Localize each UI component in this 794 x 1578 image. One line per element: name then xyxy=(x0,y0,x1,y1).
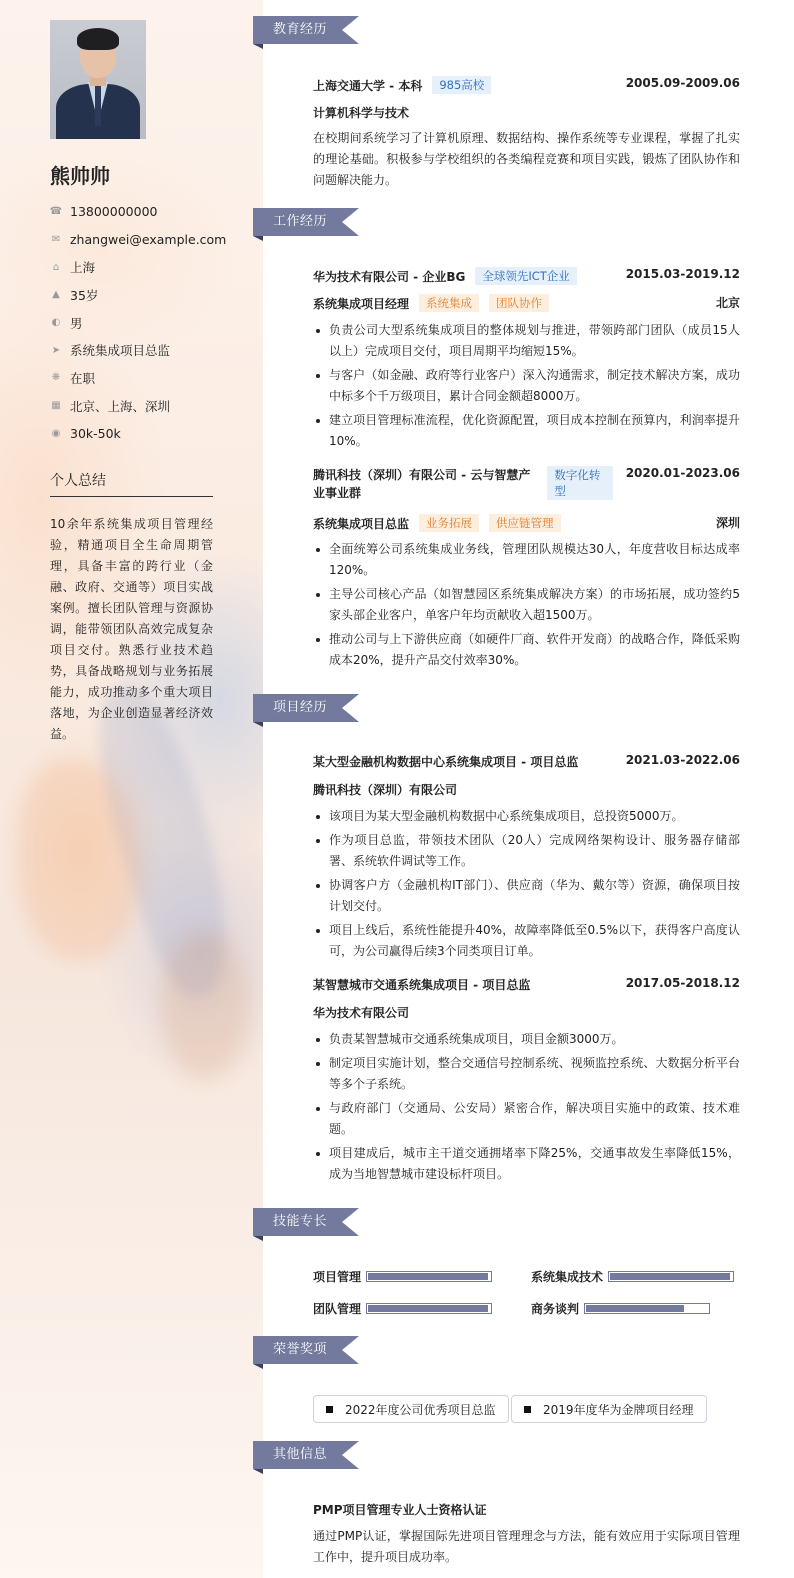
work-city: 深圳 xyxy=(715,516,740,530)
work-role-row xyxy=(313,294,740,312)
section-header-other: 其他信息 xyxy=(253,1441,359,1469)
list-item: 全面统筹公司系统集成业务线，管理团队规模达30人，年度营收目标达成率120%。 xyxy=(313,539,740,581)
list-item: 项目建成后，城市主干道交通拥堵率下降25%，交通事故发生率降低15%，成为当地智慧城市建设标杆项目。 xyxy=(313,1143,740,1185)
list-item: 该项目为某大型金融机构数据中心系统集成项目，总投资5000万。 xyxy=(313,806,740,827)
project-bullets xyxy=(313,806,740,965)
list-item: 建立项目管理标准流程，优化资源配置，项目成本控制在预算内，利润率提升10%。 xyxy=(313,410,740,452)
project-entry-header xyxy=(313,976,740,993)
skill-item: 项目管理 xyxy=(313,1268,492,1285)
cake-icon: ▲ xyxy=(52,289,60,301)
skill-item: 系统集成技术 xyxy=(531,1268,734,1285)
skill-bar xyxy=(366,1303,492,1314)
email-icon: ✉ xyxy=(51,234,61,246)
watercolor-decoration xyxy=(160,930,250,1080)
info-gender: ◐ 男 xyxy=(51,315,83,331)
award-item: 2022年度公司优秀项目总监 xyxy=(313,1395,509,1423)
role-tag: 供应链管理 xyxy=(489,514,561,532)
home-icon: ⌂ xyxy=(52,261,60,273)
main-content xyxy=(263,0,794,1578)
section-header-education: 教育经历 xyxy=(253,16,359,44)
company-name: 华为技术有限公司 - 企业BG xyxy=(313,269,466,284)
project-company: 腾讯科技（深圳）有限公司 xyxy=(313,783,458,797)
info-salary: ◉ 30k-50k xyxy=(51,425,121,441)
info-email: ✉ zhangwei@example.com xyxy=(51,232,227,248)
summary-text: 10余年系统集成项目管理经验，精通项目全生命周期管理，具备丰富的跨行业（金融、政府、交通等）项目实战案例。擅长团队管理与资源协调，能带领团队高效完成复杂项目交付。熟悉行业技术趋势，具备战略规划与业务拓展能力，成功推动多个重大项目落地，为企业创造显著经济效益。 xyxy=(50,517,213,741)
project-name: 某智慧城市交通系统集成项目 - 项目总监 xyxy=(313,978,531,992)
skill-bar xyxy=(584,1303,710,1314)
list-item: 作为项目总监，带领技术团队（20人）完成网络架构设计、服务器存储部署、系统软件调试等工作。 xyxy=(313,830,740,872)
list-item: 负责公司大型系统集成项目的整体规划与推进，带领跨部门团队（成员15人以上）完成项目交付，项目周期平均缩短15%。 xyxy=(313,320,740,362)
education-description: 在校期间系统学习了计算机原理、数据结构、操作系统等专业课程，掌握了扎实的理论基础。积极参与学校组织的各类编程竞赛和项目实践，锻炼了团队协作和问题解决能力。 xyxy=(313,131,740,187)
work-role-row xyxy=(313,514,740,532)
section-header-skills: 技能专长 xyxy=(253,1208,359,1236)
info-location: ⌂ 上海 xyxy=(50,253,226,281)
project-date: 2017.05-2018.12 xyxy=(625,976,740,990)
list-item: 推动公司与上下游供应商（如硬件厂商、软件开发商）的战略合作，降低采购成本20%，提升产品交付效率30%。 xyxy=(313,629,740,671)
education-major: 计算机科学与技术 xyxy=(313,106,410,120)
education-date: 2005.09-2009.06 xyxy=(625,76,740,90)
project-entry-header xyxy=(313,753,740,770)
square-bullet-icon xyxy=(326,1406,333,1413)
work-bullets xyxy=(313,320,740,455)
profile-photo xyxy=(50,20,146,139)
info-status: ❋ 在职 xyxy=(51,370,96,386)
profile-name: 熊帅帅 xyxy=(50,164,110,188)
role-title: 系统集成项目总监 xyxy=(313,516,410,531)
gender-icon: ◐ xyxy=(51,317,61,329)
project-bullets xyxy=(313,1029,740,1188)
project-company: 华为技术有限公司 xyxy=(313,1006,410,1020)
company-badge: 全球领先ICT企业 xyxy=(475,267,576,285)
project-date: 2021.03-2022.06 xyxy=(625,753,740,767)
work-date: 2020.01-2023.06 xyxy=(625,466,740,480)
role-tag: 系统集成 xyxy=(419,294,479,312)
skill-item: 商务谈判 xyxy=(531,1300,710,1317)
section-header-work: 工作经历 xyxy=(253,208,359,236)
company-badge: 数字化转型 xyxy=(547,466,613,500)
summary-divider xyxy=(50,496,213,497)
list-item: 主导公司核心产品（如智慧园区系统集成解决方案）的市场拓展，成功签约5家头部企业客户，单客户年均贡献收入超1500万。 xyxy=(313,584,740,626)
list-item: 制定项目实施计划，整合交通信号控制系统、视频监控系统、大数据分析平台等多个子系统。 xyxy=(313,1053,740,1095)
building-icon: ▦ xyxy=(51,400,61,412)
info-position: ➤ 系统集成项目总监 xyxy=(51,343,171,359)
list-item: 协调客户方（金融机构IT部门）、供应商（华为、戴尔等）资源，确保项目按计划交付。 xyxy=(313,875,740,917)
school-name: 上海交通大学 - 本科 xyxy=(313,78,423,93)
list-item: 与客户（如金融、政府等行业客户）深入沟通需求，制定技术解决方案，成功中标多个千万级项目，累计合同金额超8000万。 xyxy=(313,365,740,407)
info-cities: ▦ 北京、上海、深圳 xyxy=(51,398,171,414)
role-tag: 团队协作 xyxy=(489,294,549,312)
education-entry-header xyxy=(313,76,740,94)
certification-title: PMP项目管理专业人士资格认证 xyxy=(313,1503,487,1517)
list-item: 与政府部门（交通局、公安局）紧密合作，解决项目实施中的政策、技术难题。 xyxy=(313,1098,740,1140)
section-header-awards: 荣誉奖项 xyxy=(253,1336,359,1364)
work-entry-header xyxy=(313,267,740,285)
work-entry-header xyxy=(313,466,740,502)
salary-icon: ◉ xyxy=(51,427,61,439)
work-city: 北京 xyxy=(715,296,740,310)
status-icon: ❋ xyxy=(51,372,61,384)
project-name: 某大型金融机构数据中心系统集成项目 - 项目总监 xyxy=(313,755,579,769)
summary-title: 个人总结 xyxy=(50,473,106,489)
info-phone: ☎ 13800000000 xyxy=(49,204,158,220)
work-date: 2015.03-2019.12 xyxy=(625,267,740,281)
list-item: 项目上线后，系统性能提升40%，故障率降低至0.5%以下，获得客户高度认可，为公司赢得后续3个同类项目订单。 xyxy=(313,920,740,962)
send-icon: ➤ xyxy=(51,344,61,356)
list-item: 负责某智慧城市交通系统集成项目，项目金额3000万。 xyxy=(313,1029,740,1050)
skill-bar xyxy=(608,1271,734,1282)
phone-icon: ☎ xyxy=(49,206,63,218)
company-name: 腾讯科技（深圳）有限公司 - 云与智慧产业事业群 xyxy=(313,468,531,500)
skill-bar xyxy=(366,1271,492,1282)
school-badge: 985高校 xyxy=(432,76,491,94)
role-title: 系统集成项目经理 xyxy=(313,296,410,311)
sidebar xyxy=(0,0,263,1578)
square-bullet-icon xyxy=(524,1406,531,1413)
info-age: ▲ 35岁 xyxy=(50,281,226,309)
skill-item: 团队管理 xyxy=(313,1300,492,1317)
award-item: 2019年度华为金牌项目经理 xyxy=(511,1395,707,1423)
certification-description: 通过PMP认证，掌握国际先进项目管理理念与方法，能有效应用于实际项目管理工作中，提升项目成功率。 xyxy=(313,1529,740,1564)
contact-info-list xyxy=(50,198,226,447)
section-header-projects: 项目经历 xyxy=(253,694,359,722)
role-tag: 业务拓展 xyxy=(419,514,479,532)
work-bullets xyxy=(313,539,740,674)
